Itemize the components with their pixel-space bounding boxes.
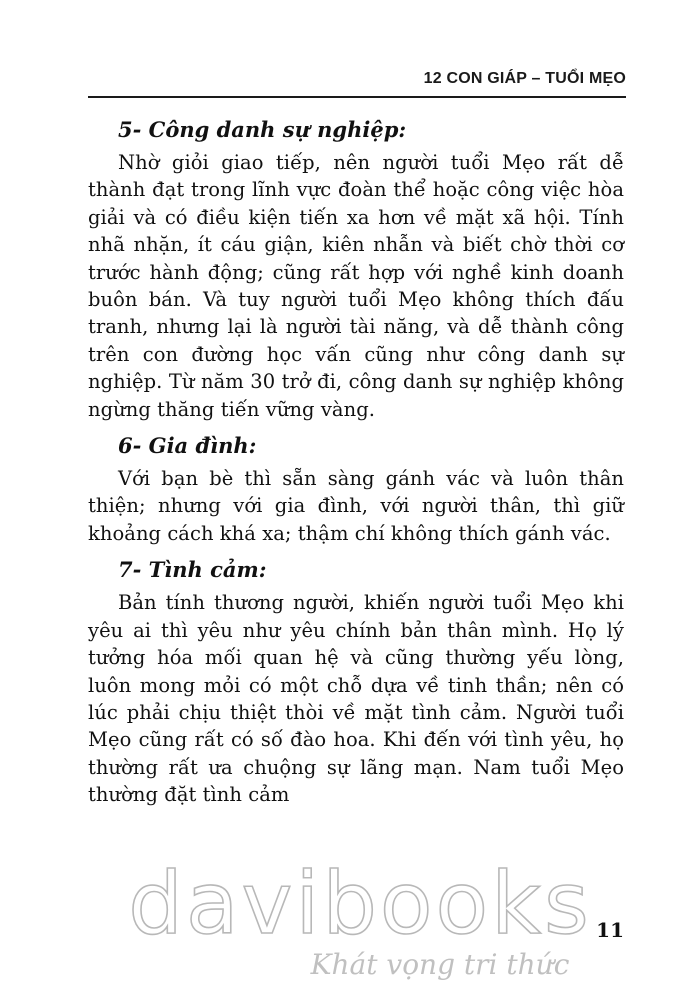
page-number: 11 [596, 918, 624, 942]
watermark-logo: davibooks [128, 854, 592, 954]
section-heading: 5- Công danh sự nghiệp: [118, 117, 407, 142]
section-paragraph: Với bạn bè thì sẵn sàng gánh vác và luôn thân thiện; nhưng với gia đình, với người thân, thì giữ khoảng cách khá xa; thậm chí không thích gánh vác. [88, 467, 624, 545]
section-career [88, 116, 624, 423]
section-heading: 6- Gia đình: [118, 433, 257, 459]
running-header [88, 70, 626, 98]
section-love [88, 556, 624, 808]
watermark [0, 854, 700, 982]
section-heading: 7- Tình cảm: [118, 557, 267, 583]
section-family [88, 432, 624, 547]
section-paragraph: Nhờ giỏi giao tiếp, nên người tuổi Mẹo rất dễ thành đạt trong lĩnh vực đoàn thể hoặc công việc hòa giải và có điều kiện tiến xa hơn về mặt xã hội. Tính nhã nhặn, ít cáu giận, kiên nhẫn và biết chờ thời cơ trước hành động; cũng rất hợp với nghề kinh doanh buôn bán. Và tuy người tuổi Mẹo không thích đấu tranh, nhưng lại là người tài năng, và dễ thành công trên con đường học vấn cũng như công danh sự nghiệp. Từ năm 30 trở đi, công danh sự nghiệp không ngừng thăng tiến vững vàng. [88, 151, 624, 421]
section-paragraph: Bản tính thương người, khiến người tuổi Mẹo khi yêu ai thì yêu như yêu chính bản thân mình. Họ lý tưởng hóa mối quan hệ và cũng thường yếu lòng, luôn mong mỏi có một chỗ dựa về tinh thần; nên có lúc phải chịu thiệt thòi về mặt tình cảm. Người tuổi Mẹo cũng rất có số đào hoa. Khi đến với tình yêu, họ thường rất ưa chuộng sự lãng mạn. Nam tuổi Mẹo thường đặt tình cảm [88, 591, 624, 807]
watermark-tagline: Khát vọng tri thức [310, 948, 570, 981]
page-body [88, 116, 624, 818]
header-title: 12 CON GIÁP – TUỔI MẸO [423, 70, 626, 87]
